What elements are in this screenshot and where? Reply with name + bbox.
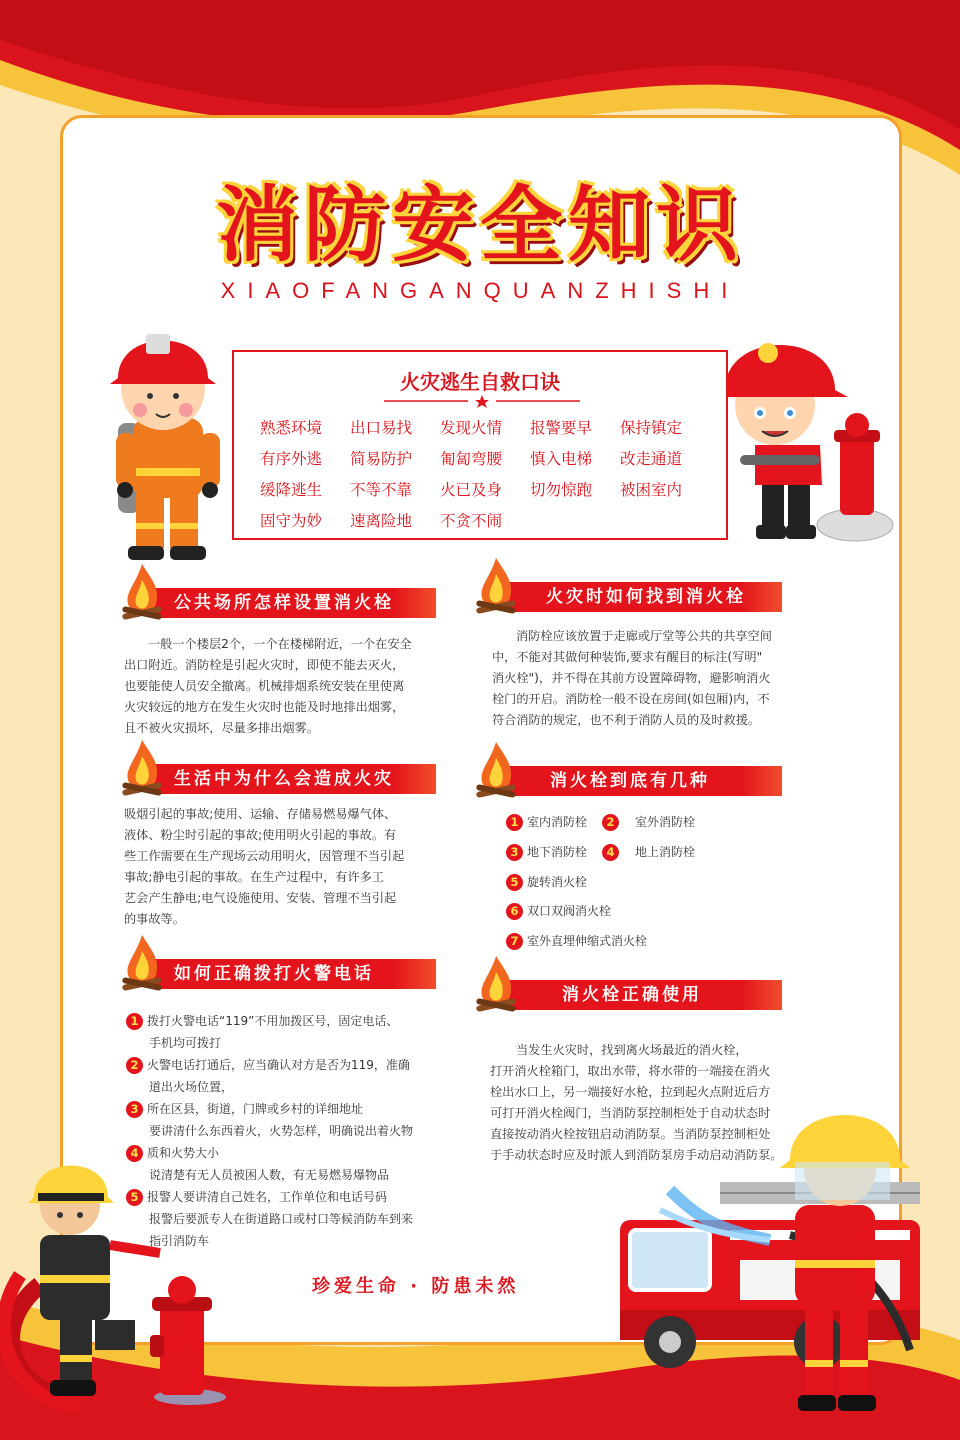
list-item xyxy=(506,873,587,891)
section-header-types xyxy=(470,762,790,796)
firefighter-kid-left-illustration xyxy=(98,318,228,568)
section-header-use xyxy=(470,976,790,1010)
poster-title: 消防安全知识 xyxy=(215,178,744,273)
firefighter-hydrant-illustration xyxy=(0,1135,240,1440)
escape-rhyme-phrase: 改走通道 xyxy=(620,450,683,468)
number-badge: 1 xyxy=(126,1013,143,1030)
campfire-icon xyxy=(116,562,168,624)
list-item xyxy=(602,843,695,861)
list-item-label: 地下消防栓 xyxy=(527,845,588,859)
list-item xyxy=(602,813,695,831)
section-header-cause xyxy=(116,760,436,794)
text-line: 栓出水口上，另一端接好水枪，拉到起火点附近后方 xyxy=(490,1085,771,1099)
list-item xyxy=(506,932,647,950)
star-divider-icon xyxy=(384,394,580,408)
list-item-continuation: 手机均可拨打 xyxy=(149,1036,222,1050)
escape-rhyme-phrase: 缓降逃生 xyxy=(260,481,323,499)
section-title: 消火栓到底有几种 xyxy=(506,766,782,796)
text-line: 直接按动消火栓按钮启动消防泵。当消防泵控制柜处 xyxy=(490,1127,771,1141)
number-badge: 3 xyxy=(506,844,523,861)
number-badge: 5 xyxy=(126,1189,143,1206)
text-line: 液体、粉尘时引起的事故;使用明火引起的事故。有 xyxy=(124,828,397,842)
escape-rhyme-phrase: 固守为妙 xyxy=(260,512,323,530)
escape-rhyme-phrase: 不贪不闹 xyxy=(440,512,503,530)
escape-rhyme-phrase: 发现火情 xyxy=(440,419,503,437)
escape-rhyme-phrase: 切勿惊跑 xyxy=(530,481,593,499)
list-item-label: 室内消防栓 xyxy=(527,815,588,829)
text-line: 一般一个楼层2个，一个在楼梯附近，一个在安全 xyxy=(148,637,412,651)
number-badge: 2 xyxy=(602,814,619,831)
escape-rhyme-phrase: 简易防护 xyxy=(350,450,413,468)
text-line: 的事故等。 xyxy=(124,912,185,926)
number-badge: 3 xyxy=(126,1101,143,1118)
text-line: 火灾较远的地方在发生火灾时也能及时地排出烟雾， xyxy=(124,700,405,714)
list-item-continuation: 要讲清什么东西着火，火势怎样，明确说出着火物 xyxy=(149,1124,414,1138)
escape-rhyme-phrase: 速离险地 xyxy=(350,512,413,530)
text-line: 可打开消火栓阀门，当消防泵控制柜处于自动状态时 xyxy=(490,1106,771,1120)
escape-rhyme-phrase: 被困室内 xyxy=(620,481,683,499)
text-line: 吸烟引起的事故;使用、运输、存储易燃易爆气体、 xyxy=(124,807,397,821)
escape-rhyme-phrase: 有序外逃 xyxy=(260,450,323,468)
text-line: 也要能使人员安全撤离。机械排烟系统安装在里使离 xyxy=(124,679,405,693)
escape-rhyme-phrase: 出口易找 xyxy=(350,419,413,437)
escape-rhyme-phrase: 保持镇定 xyxy=(620,419,683,437)
escape-rhyme-phrase: 慎入电梯 xyxy=(530,450,593,468)
campfire-icon xyxy=(470,954,522,1016)
list-item-label: 所在区县，街道，门牌或乡村的详细地址 xyxy=(147,1102,364,1116)
number-badge: 7 xyxy=(506,933,523,950)
text-line: 消防栓应该放置于走廊或厅堂等公共的共享空间 xyxy=(516,629,772,643)
list-item-label: 旋转消火栓 xyxy=(527,875,588,889)
escape-rhyme-phrase: 报警要早 xyxy=(530,419,593,437)
section-header-call xyxy=(116,955,436,989)
list-item-label: 室外消防栓 xyxy=(635,815,696,829)
poster-subtitle: XIAOFANGANQUANZHISHI xyxy=(220,278,740,303)
escape-rhyme-phrase: 不等不靠 xyxy=(350,481,413,499)
fire-truck-illustration xyxy=(590,1110,960,1440)
text-line: 且不被火灾损坏，尽量多排出烟雾。 xyxy=(124,721,319,735)
firefighter-kid-right-illustration xyxy=(700,325,900,560)
list-item-label: 地上消防栓 xyxy=(635,845,696,859)
text-line: 栓门的开启。消防栓一般不设在房间(如包厢)内，不 xyxy=(492,692,770,706)
campfire-icon xyxy=(116,738,168,800)
text-line: 出口附近。消防栓是引起火灾时，即使不能去灭火， xyxy=(124,658,405,672)
list-item-continuation: 指引消防车 xyxy=(149,1234,210,1248)
cause-text xyxy=(124,804,434,930)
text-line: 中，不能对其做何种装饰,要求有醒目的标注(写明" xyxy=(492,650,763,664)
section-title: 生活中为什么会造成火灾 xyxy=(152,764,436,794)
escape-rhyme-phrase: 匍匐弯腰 xyxy=(440,450,503,468)
section-title: 公共场所怎样设置消火栓 xyxy=(152,588,436,618)
section-title: 如何正确拨打火警电话 xyxy=(152,959,436,989)
section-header-public-place xyxy=(116,584,436,618)
number-badge: 4 xyxy=(126,1145,143,1162)
escape-rhyme-phrase: 火已及身 xyxy=(440,481,503,499)
campfire-icon xyxy=(470,556,522,618)
list-item-continuation: 道出火场位置， xyxy=(149,1080,234,1094)
list-item xyxy=(126,1100,363,1118)
campfire-icon xyxy=(470,740,522,802)
list-item-label: 拨打火警电话“119”不用加拨区号，固定电话、 xyxy=(147,1014,399,1028)
number-badge: 2 xyxy=(126,1057,143,1074)
section-header-find xyxy=(470,578,790,612)
list-item-label: 双口双阀消火栓 xyxy=(527,904,612,918)
list-item-continuation: 说清楚有无人员被困人数，有无易燃易爆物品 xyxy=(149,1168,390,1182)
public-place-text xyxy=(124,634,434,739)
list-item-label: 报警人要讲清自己姓名，工作单位和电话号码 xyxy=(147,1190,388,1204)
escape-rhyme-phrase: 熟悉环境 xyxy=(260,419,323,437)
text-line: 当发生火灾时，找到离火场最近的消火栓， xyxy=(516,1043,748,1057)
escape-rhyme-grid xyxy=(260,416,710,531)
text-line: 打开消火栓箱门，取出水带，将水带的一端接在消火 xyxy=(490,1064,771,1078)
list-item-continuation: 报警后要派专人在街道路口或村口等候消防车到来 xyxy=(149,1212,414,1226)
text-line: 些工作需要在生产现场云动用明火，因管理不当引起 xyxy=(124,849,405,863)
list-item-label: 质和火势大小 xyxy=(147,1146,220,1160)
list-item xyxy=(126,1056,410,1074)
number-badge: 5 xyxy=(506,874,523,891)
list-item xyxy=(506,902,611,920)
slogan: 珍爱生命 · 防患未然 xyxy=(312,1276,520,1297)
campfire-icon xyxy=(116,933,168,995)
escape-rhyme-box xyxy=(232,350,728,540)
escape-rhyme-heading: 火灾逃生自救口诀 xyxy=(400,370,560,394)
number-badge: 6 xyxy=(506,903,523,920)
text-line: 符合消防的规定，也不利于消防人员的及时救援。 xyxy=(492,713,761,727)
number-badge: 4 xyxy=(602,844,619,861)
list-item-label: 室外直埋伸缩式消火栓 xyxy=(527,934,648,948)
list-item xyxy=(506,843,587,861)
list-item-label: 火警电话打通后，应当确认对方是否为119，准确 xyxy=(147,1058,410,1072)
number-badge: 1 xyxy=(506,814,523,831)
section-title: 火灾时如何找到消火栓 xyxy=(506,582,782,612)
list-item xyxy=(506,813,587,831)
text-line: 于手动状态时应及时派人到消防泵房手动启动消防泵。 xyxy=(490,1148,783,1162)
section-title: 消火栓正确使用 xyxy=(506,980,782,1010)
find-text xyxy=(492,626,802,731)
text-line: 艺会产生静电;电气设施使用、安装、管理不当引起 xyxy=(124,891,397,905)
text-line: 事故;静电引起的事故。在生产过程中，有许多工 xyxy=(124,870,385,884)
text-line: 消火栓")，并不得在其前方设置障碍物，避影响消火 xyxy=(492,671,771,685)
list-item xyxy=(126,1012,398,1030)
